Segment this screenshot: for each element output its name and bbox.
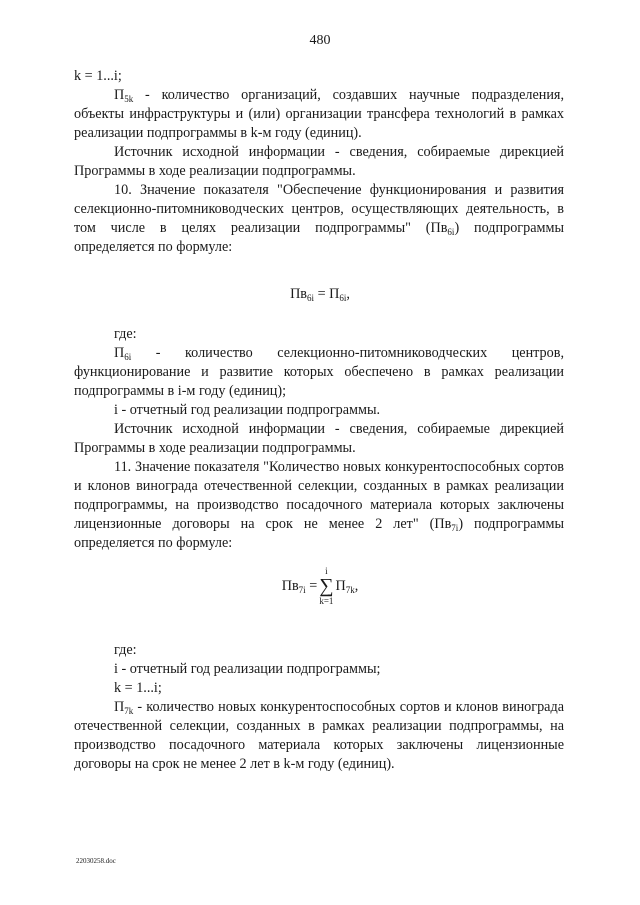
formula-lhs-sub: 6i [307,293,315,303]
formula-lhs-sub: 7i [298,584,306,595]
definition-p6i [74,344,564,401]
item-text-end: ) подпрограммы определяется по формуле: [74,220,564,255]
definition-p7k [74,698,564,774]
footer-filename: 22030258.doc [76,857,116,865]
formula-rhs-sub: 6i [339,293,347,303]
formula-tail: , [354,577,359,594]
source-paragraph: Источник исходной информации - сведения, собираемые дирекцией Программы в ходе реализации подпрограммы. [74,144,564,179]
source-paragraph: Источник исходной информации - сведения, собираемые дирекцией Программы в ходе реализации подпрограммы. [74,421,564,456]
sigma-symbol: ∑ [319,575,334,597]
text-block-2 [74,325,564,553]
k-range-line: k = 1...i; [74,68,122,84]
i-definition: i - отчетный год реализации подпрограммы. [114,402,381,418]
sum-formula [282,566,359,606]
formula-lhs: Пв [290,286,308,302]
symbol-subscript: 6i [124,352,132,362]
formula-rhs: = П [314,286,340,302]
symbol-subscript: 6i [447,227,455,237]
definition-text: - количество организаций, создавших научные подразделения, объекты инфраструктуры и (или) организации трансфера технологий в рамках реализации подпрограммы в k-м году (единиц). [74,87,564,141]
i-definition: i - отчетный год реализации подпрограммы; [114,661,381,677]
item-text-end: ) подпрограммы определяется по формуле: [74,516,564,551]
symbol: П [114,699,125,715]
where-label: где: [114,326,137,342]
page-number: 480 [309,33,331,48]
formula-term-sub: 7k [345,584,355,595]
symbol: П [114,87,125,103]
definition-p5k [74,86,564,143]
formula-lhs: Пв [281,577,299,594]
formula-term: П [335,577,346,594]
where-label: где: [114,642,137,658]
symbol-subscript: 7i [451,523,459,533]
formula-eq: = [305,577,318,594]
sum-upper-limit: i [325,566,328,576]
text-block-1 [74,67,564,257]
formula-term-group [336,578,359,595]
definition-text: - количество новых конкурентоспособных сортов и клонов винограда отечественной селекции, созданных в рамках реализации подпрограммы, на производство посадочного материала которых заключены лицензионные договоры на срок не менее 2 лет в k-м году (единиц). [74,699,564,772]
formula-lhs-group [282,578,318,595]
formula-2 [0,566,640,606]
sum-lower-limit: k=1 [319,596,334,606]
formula-1 [0,286,640,303]
item-10-paragraph [74,181,564,257]
symbol-subscript: 5k [124,94,134,104]
symbol: П [114,345,125,361]
k-range-line: k = 1...i; [114,680,162,696]
item-text: 10. Значение показателя "Обеспечение функционирования и развития селекционно-питомниководческих центров, осуществляющих деятельность, в том числе в целях реализации подпрограммы" (Пв [74,182,564,236]
item-11-paragraph [74,458,564,553]
symbol-subscript: 7k [124,706,134,716]
text-block-3 [74,641,564,774]
item-text: 11. Значение показателя "Количество новых конкурентоспособных сортов и клонов винограда отечественной селекции, созданных в рамках реализации подпрограммы, на производство посадочного материала которых заключены лицензионные договоры на срок не менее 2 лет" (Пв [74,459,564,532]
definition-text: - количество селекционно-питомниководческих центров, функционирование и развитие которых обеспечено в рамках реализации подпрограммы в i-м году (единиц); [74,345,564,399]
formula-tail: , [346,286,350,302]
sum-sign [319,566,333,606]
